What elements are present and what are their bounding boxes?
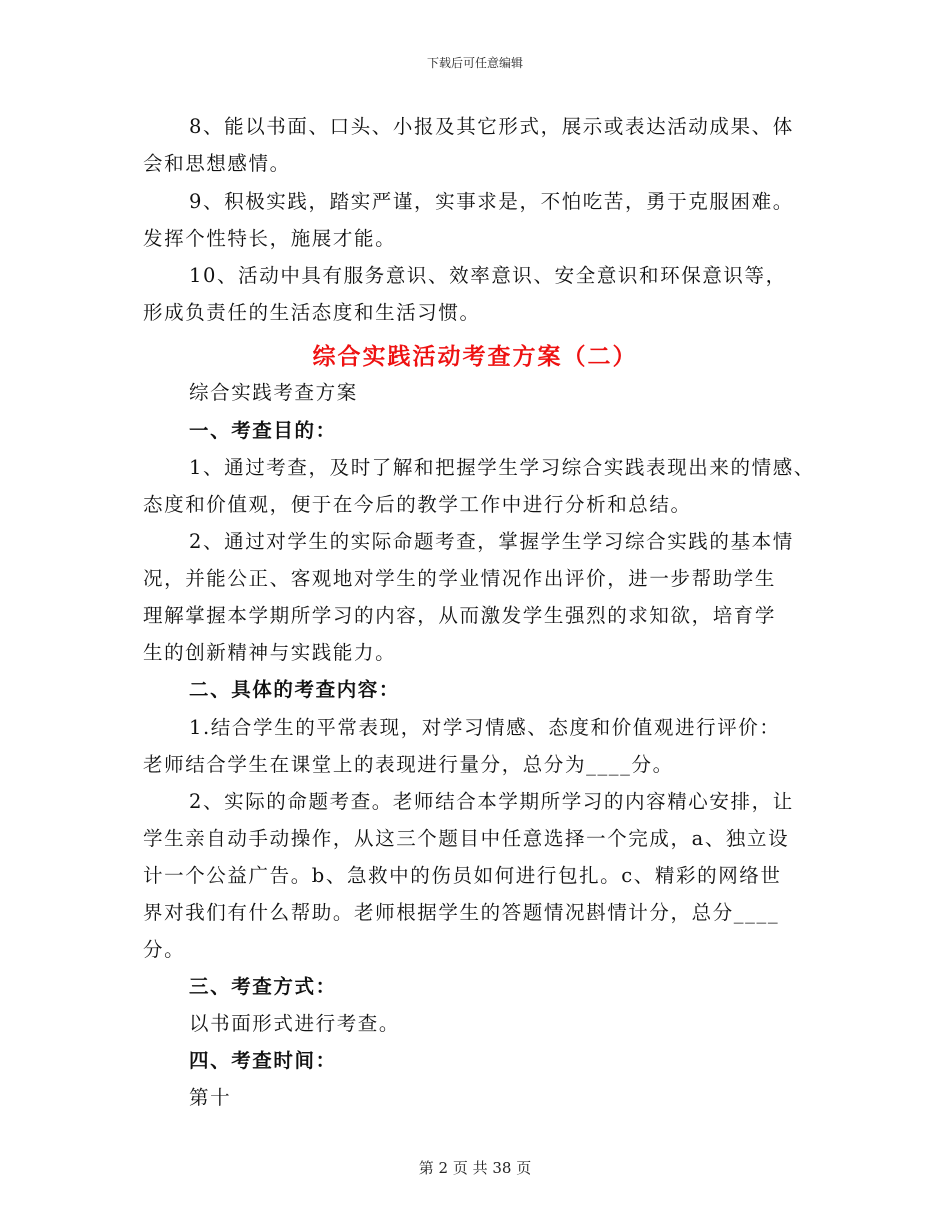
paragraph-line: 况，并能公正、客观地对学生的学业情况作出评价，进一步帮助学生 (143, 567, 777, 590)
paragraph-line: 1、通过考查，及时了解和把握学生学习综合实践表现出来的情感、 (189, 456, 815, 479)
page-footer: 第 2 页 共 38 页 (418, 1159, 532, 1177)
paragraph-line: 学生亲自动手动操作，从这三个题目中任意选择一个完成，a、独立设 (143, 827, 790, 850)
paragraph-line: 生的创新精神与实践能力。 (143, 641, 397, 664)
paragraph-line: 2、通过对学生的实际命题考查，掌握学生学习综合实践的基本情 (189, 530, 794, 553)
paragraph-line: 10、活动中具有服务意识、效率意识、安全意识和环保意识等， (189, 264, 787, 287)
document-title: 综合实践活动考查方案（二） (312, 343, 638, 370)
paragraph-line: 理解掌握本学期所学习的内容，从而激发学生强烈的求知欲，培育学 (143, 604, 777, 627)
paragraph-line: 分。 (143, 938, 186, 961)
paragraph-line: 1.结合学生的平常表现，对学习情感、态度和价值观进行评价： (189, 716, 781, 739)
section-heading: 一、考查目的： (189, 419, 337, 442)
paragraph-line: 以书面形式进行考查。 (189, 1012, 401, 1035)
paragraph-line: 态度和价值观，便于在今后的教学工作中进行分析和总结。 (143, 493, 692, 516)
page-header: 下载后可任意编辑 (426, 56, 523, 70)
paragraph-line: 9、积极实践，踏实严谨，实事求是，不怕吃苦，勇于克服困难。 (189, 190, 794, 213)
section-heading: 四、考查时间： (189, 1049, 337, 1072)
paragraph-line: 2、实际的命题考查。老师结合本学期所学习的内容精心安排，让 (189, 790, 794, 813)
paragraph-line: 老师结合学生在课堂上的表现进行量分，总分为____分。 (143, 753, 674, 776)
paragraph-line: 形成负责任的生活态度和生活习惯。 (143, 301, 481, 324)
paragraph-line: 发挥个性特长，施展才能。 (143, 227, 397, 250)
paragraph-line: 8、能以书面、口头、小报及其它形式，展示或表达活动成果、体 (189, 115, 794, 138)
subtitle: 综合实践考查方案 (189, 381, 358, 404)
paragraph-line: 会和思想感情。 (143, 152, 291, 175)
section-heading: 二、具体的考查内容： (189, 678, 401, 701)
paragraph-line: 计一个公益广告。b、急救中的伤员如何进行包扎。c、精彩的网络世 (143, 864, 782, 887)
paragraph-line: 界对我们有什么帮助。老师根据学生的答题情况斟情计分，总分____ (143, 901, 780, 924)
section-heading: 三、考查方式： (189, 975, 337, 998)
paragraph-line: 第十 (189, 1086, 232, 1109)
